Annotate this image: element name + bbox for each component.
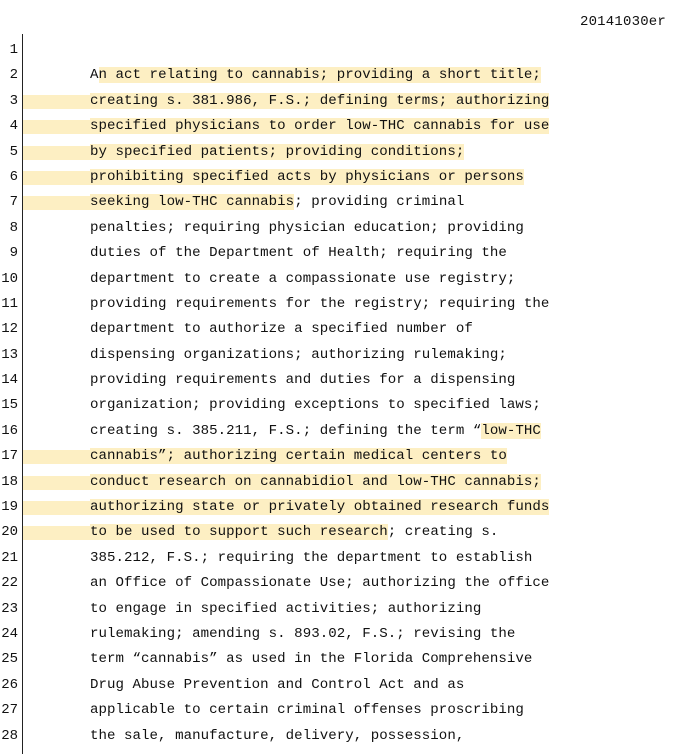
line-number: 23 [1, 600, 18, 617]
highlighted-text: authorizing state or privately obtained research funds [90, 499, 550, 516]
line-number: 25 [1, 651, 18, 668]
text-line [0, 444, 684, 469]
text-line [0, 368, 684, 393]
plain-text: creating s. 385.211, F.S.; defining the term “ [90, 422, 482, 439]
highlighted-text: n act relating to cannabis; providing a short title; [98, 67, 541, 84]
highlight-band [23, 450, 90, 464]
plain-text: department to create a compassionate use registry; [90, 270, 516, 287]
text-line [0, 267, 684, 292]
highlight-band [23, 196, 90, 210]
line-number: 9 [9, 245, 18, 262]
line-number: 10 [1, 270, 18, 287]
line-text [90, 520, 498, 545]
line-text [90, 495, 549, 520]
highlighted-text: seeking low-THC cannabis [90, 194, 295, 211]
highlight-band [23, 476, 90, 490]
line-text [90, 546, 532, 571]
highlight-band [23, 95, 90, 109]
line-text [90, 140, 464, 165]
text-line [0, 63, 684, 88]
plain-text: rulemaking; amending s. 893.02, F.S.; revising the [90, 625, 516, 642]
plain-text: applicable to certain criminal offenses proscribing [90, 702, 524, 719]
document-id: 20141030er [579, 14, 666, 30]
text-line [0, 546, 684, 571]
plain-text: department to authorize a specified number of [90, 321, 473, 338]
text-line [0, 114, 684, 139]
plain-text: A [90, 67, 99, 84]
line-text [90, 216, 524, 241]
line-text [90, 470, 541, 495]
line-number: 2 [9, 67, 18, 84]
line-number: 6 [9, 168, 18, 185]
line-text [90, 597, 481, 622]
line-number: 4 [9, 118, 18, 135]
line-text [90, 89, 549, 114]
line-text [90, 647, 532, 672]
text-line [0, 140, 684, 165]
text-line [0, 241, 684, 266]
text-line [0, 495, 684, 520]
text-line [0, 216, 684, 241]
plain-text: providing requirements and duties for a dispensing [90, 372, 516, 389]
text-line [0, 571, 684, 596]
line-number: 28 [1, 727, 18, 744]
line-text [90, 241, 507, 266]
line-number: 19 [1, 499, 18, 516]
line-number: 26 [1, 676, 18, 693]
line-number: 13 [1, 346, 18, 363]
line-text [90, 724, 464, 749]
line-number: 11 [1, 295, 18, 312]
highlighted-text: cannabis”; authorizing certain medical centers to [90, 448, 507, 465]
plain-text: ; creating s. [387, 524, 499, 541]
line-number: 18 [1, 473, 18, 490]
highlight-band [23, 526, 90, 540]
line-number: 27 [1, 702, 18, 719]
highlight-band [23, 146, 90, 160]
line-text [90, 419, 541, 444]
highlight-band [23, 171, 90, 185]
line-text [90, 571, 549, 596]
line-text [90, 317, 473, 342]
text-line [0, 724, 684, 749]
line-number: 5 [9, 143, 18, 160]
text-line [0, 419, 684, 444]
line-number: 7 [9, 194, 18, 211]
plain-text: providing requirements for the registry; requiring the [90, 295, 550, 312]
highlighted-text: low-THC [481, 422, 541, 439]
highlight-band [23, 120, 90, 134]
plain-text: an Office of Compassionate Use; authorizing the office [90, 575, 550, 592]
line-number: 14 [1, 372, 18, 389]
text-line [0, 317, 684, 342]
line-text [90, 63, 541, 88]
text-line [0, 520, 684, 545]
plain-text: Drug Abuse Prevention and Control Act and as [90, 676, 465, 693]
line-text [90, 698, 524, 723]
line-number: 17 [1, 448, 18, 465]
plain-text: ; providing criminal [294, 194, 465, 211]
highlighted-text: conduct research on cannabidiol and low-THC cannabis; [90, 473, 541, 490]
highlight-band [23, 501, 90, 515]
highlighted-text: creating s. 381.986, F.S.; defining terms; authorizing [90, 92, 550, 109]
highlighted-text: specified physicians to order low-THC cannabis for use [90, 118, 550, 135]
plain-text: dispensing organizations; authorizing rulemaking; [90, 346, 507, 363]
line-text [90, 165, 524, 190]
text-line [0, 38, 684, 63]
line-number: 15 [1, 397, 18, 414]
plain-text: organization; providing exceptions to specified laws; [90, 397, 541, 414]
line-text [90, 114, 549, 139]
line-text [90, 267, 515, 292]
line-number: 22 [1, 575, 18, 592]
text-line [0, 343, 684, 368]
line-text [90, 393, 541, 418]
line-text [90, 292, 549, 317]
line-number: 21 [1, 549, 18, 566]
text-line [0, 673, 684, 698]
line-text [90, 343, 507, 368]
line-number: 12 [1, 321, 18, 338]
line-number: 24 [1, 625, 18, 642]
highlighted-text: to be used to support such research [90, 524, 388, 541]
line-text [90, 673, 464, 698]
plain-text: the sale, manufacture, delivery, possession, [90, 727, 465, 744]
line-number: 1 [9, 42, 18, 58]
line-text [90, 190, 464, 215]
plain-text: duties of the Department of Health; requiring the [90, 245, 507, 262]
text-line [0, 89, 684, 114]
text-line [0, 622, 684, 647]
text-line [0, 165, 684, 190]
bill-text-body [0, 38, 684, 749]
line-number: 8 [9, 219, 18, 236]
highlighted-text: prohibiting specified acts by physicians or persons [90, 168, 524, 185]
text-line [0, 597, 684, 622]
line-number: 3 [9, 92, 18, 109]
line-text [90, 444, 507, 469]
plain-text: 385.212, F.S.; requiring the department to establish [90, 549, 533, 566]
line-number: 16 [1, 422, 18, 439]
text-line [0, 647, 684, 672]
text-line [0, 292, 684, 317]
text-line [0, 470, 684, 495]
plain-text: penalties; requiring physician education; providing [90, 219, 524, 236]
text-line [0, 393, 684, 418]
text-line [0, 698, 684, 723]
highlighted-text: by specified patients; providing conditions; [90, 143, 465, 160]
line-number: 20 [1, 524, 18, 541]
line-text [90, 622, 515, 647]
plain-text: to engage in specified activities; authorizing [90, 600, 482, 617]
text-line [0, 190, 684, 215]
line-text [90, 368, 515, 393]
plain-text: term “cannabis” as used in the Florida Comprehensive [90, 651, 533, 668]
